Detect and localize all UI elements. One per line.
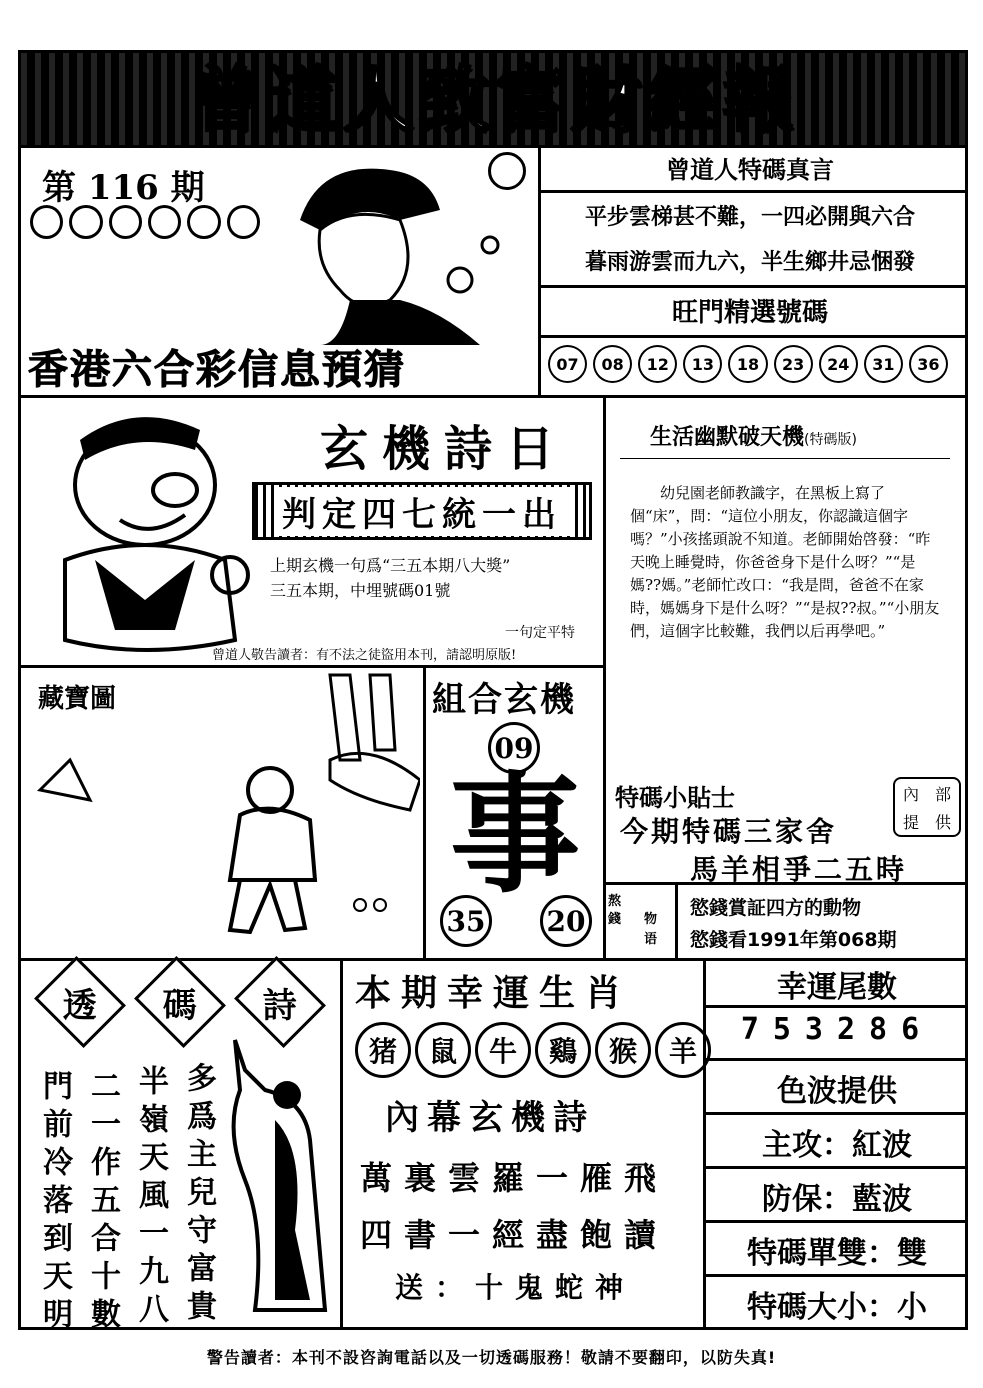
coin-icon — [69, 205, 102, 239]
divider — [703, 1220, 965, 1223]
riddle-tag-char: 熬 — [608, 894, 622, 909]
divider — [703, 1274, 965, 1277]
defend-wave: 防保：藍波 — [762, 1182, 912, 1217]
cartoon-man-illustration — [25, 400, 265, 665]
xuanji-banner — [252, 482, 592, 540]
lucky-tail-heading: 幸運尾數 — [777, 970, 897, 1005]
toumashi-badge-text: 碼 — [163, 985, 197, 1026]
xuanji-banner-text: 判定四七統一出 — [274, 487, 570, 536]
number-ball: 23 — [774, 345, 813, 383]
stamp-char: 內 — [902, 784, 919, 804]
zodiac-ball: 猴 — [595, 1022, 651, 1078]
divider — [423, 665, 426, 960]
coin-icon — [187, 205, 220, 239]
tips-line-1: 今期特碼三家舍 — [620, 815, 838, 848]
number-ball: 07 — [548, 345, 587, 383]
stamp-char: 提 — [902, 812, 919, 832]
divider — [21, 145, 965, 148]
treasure-map-illustration — [30, 670, 420, 955]
truth-line-2: 暮雨游雲而九六，半生鄉井忌悃發 — [584, 250, 915, 275]
coin-row — [30, 205, 260, 245]
zuhe-character: 事 — [449, 758, 580, 911]
truth-line-1: 平步雲梯甚不難，一四必開與六合 — [584, 205, 915, 230]
tips-heading: 特碼小貼士 — [615, 784, 735, 812]
coin-icon — [109, 205, 142, 239]
wangmen-heading: 旺門精選號碼 — [671, 298, 828, 328]
riddle-tag-char: 物 — [644, 912, 658, 927]
number-ball: 12 — [638, 345, 677, 383]
stamp-char: 部 — [934, 784, 951, 804]
divider — [21, 395, 965, 398]
joke-heading-sub: (特碼版) — [804, 432, 857, 448]
divider — [703, 1058, 965, 1061]
toumashi-column: 門前冷落到天明 — [37, 1070, 72, 1336]
zuhe-left-number: 35 — [440, 895, 492, 947]
toumashi-badge-text: 詩 — [263, 985, 297, 1026]
divider — [703, 1166, 965, 1169]
figure-illustration — [215, 1030, 335, 1315]
divider — [21, 958, 965, 961]
divider — [703, 1112, 965, 1115]
attack-wave: 主攻：紅波 — [762, 1128, 912, 1163]
divider — [538, 145, 541, 395]
truth-heading: 曾道人特碼真言 — [666, 156, 834, 184]
tips-line-2: 馬羊相爭二五時 — [690, 853, 908, 886]
zodiac-ball: 羊 — [655, 1022, 711, 1078]
xuanji-text-1: 上期玄機一句爲“三五本期八大獎” — [270, 556, 511, 575]
toumashi-column: 多爲主兒守富貴 — [181, 1062, 216, 1328]
copyright-notice: 曾道人敬告讀者：有不法之徒盜用本刊，請認明原版! — [212, 648, 517, 663]
neimu-line-1: 萬裏雲羅一雁飛 — [360, 1159, 669, 1197]
divider — [538, 335, 965, 338]
divider — [340, 958, 343, 1330]
wangmen-numbers — [548, 345, 948, 383]
zodiac-row — [355, 1022, 711, 1078]
riddle-tag-char: 錢 — [608, 912, 622, 927]
zodiac-ball: 猪 — [355, 1022, 411, 1078]
zuhe-heading: 組合玄機 — [432, 680, 576, 720]
divider — [675, 882, 678, 960]
zodiac-ball: 鷄 — [535, 1022, 591, 1078]
divider — [620, 458, 950, 459]
coin-icon — [30, 205, 63, 239]
riddle-line-2: 慾錢看1991年第068期 — [690, 929, 897, 951]
lucky-zodiac-heading: 本期幸運生肖 — [355, 973, 632, 1014]
hk-lottery-title: 香港六合彩信息預猜 — [28, 347, 406, 393]
divider — [538, 285, 965, 288]
zodiac-ball: 鼠 — [415, 1022, 471, 1078]
number-ball: 24 — [819, 345, 858, 383]
xuanji-title: 玄機詩日 — [320, 421, 569, 477]
portrait-illustration — [280, 150, 530, 345]
number-ball: 31 — [864, 345, 903, 383]
number-ball: 08 — [593, 345, 632, 383]
joke-heading-text: 生活幽默破天機 — [650, 425, 805, 450]
neimu-line-3: 送：十鬼蛇神 — [395, 1271, 636, 1304]
issue-number: 第 116 期 — [42, 168, 205, 208]
masthead-title: 曾道人致富財經報 — [191, 59, 799, 141]
internal-stamp — [893, 777, 961, 837]
footer-warning: 警告讀者：本刊不設咨詢電話以及一切透碼服務！敬請不要翻印，以防失真! — [206, 1348, 777, 1367]
zuhe-top-number: 09 — [488, 722, 540, 774]
lucky-tail-digits: 753286 — [740, 1012, 934, 1047]
joke-body: 幼兒園老師教識字，在黑板上寫了個“床”，問：“這位小朋友，你認識這個字嗎？”小孩搖頭說不知道。老師開始啓發：“昨天晚上睡覺時，你爸爸身下是什么呀？”“是媽??媽。”老師忙改口：“我是問，爸爸不在家時，媽媽身下是什么呀？”“是叔??叔。”“小朋友們，這個字比較難，我們以后再學吧。” — [630, 484, 940, 640]
number-ball: 13 — [683, 345, 722, 383]
wave-heading: 色波提供 — [777, 1074, 897, 1109]
toumashi-column: 二一作五合十數 — [85, 1070, 120, 1336]
stamp-char: 供 — [934, 812, 951, 832]
zuhe-right-number: 20 — [540, 895, 592, 947]
joke-heading — [650, 420, 857, 451]
toumashi-column: 半嶺天風一九八 — [133, 1065, 168, 1331]
size-value: 特碼大小：小 — [747, 1290, 927, 1325]
riddle-tag-char: 语 — [644, 932, 658, 947]
toumashi-badge-text: 透 — [63, 985, 97, 1026]
number-ball: 36 — [909, 345, 948, 383]
xuanji-text-2: 三五本期，中埋號碼01號 — [270, 581, 451, 600]
divider — [538, 190, 965, 193]
coin-icon — [148, 205, 181, 239]
divider — [603, 395, 606, 745]
neimu-line-2: 四書一經盡飽讀 — [360, 1216, 669, 1254]
divider — [21, 665, 603, 668]
cangbao-label: 藏寶圖 — [38, 684, 117, 714]
riddle-line-1: 慾錢賞証四方的動物 — [690, 897, 862, 919]
odd-even: 特碼單雙：雙 — [747, 1236, 927, 1271]
xuanji-sign: 一句定平特 — [505, 625, 575, 641]
zodiac-ball: 牛 — [475, 1022, 531, 1078]
riddle-tag — [606, 888, 674, 948]
neimu-heading: 內幕玄機詩 — [385, 1098, 595, 1138]
number-ball: 18 — [728, 345, 767, 383]
coin-icon — [227, 205, 260, 239]
